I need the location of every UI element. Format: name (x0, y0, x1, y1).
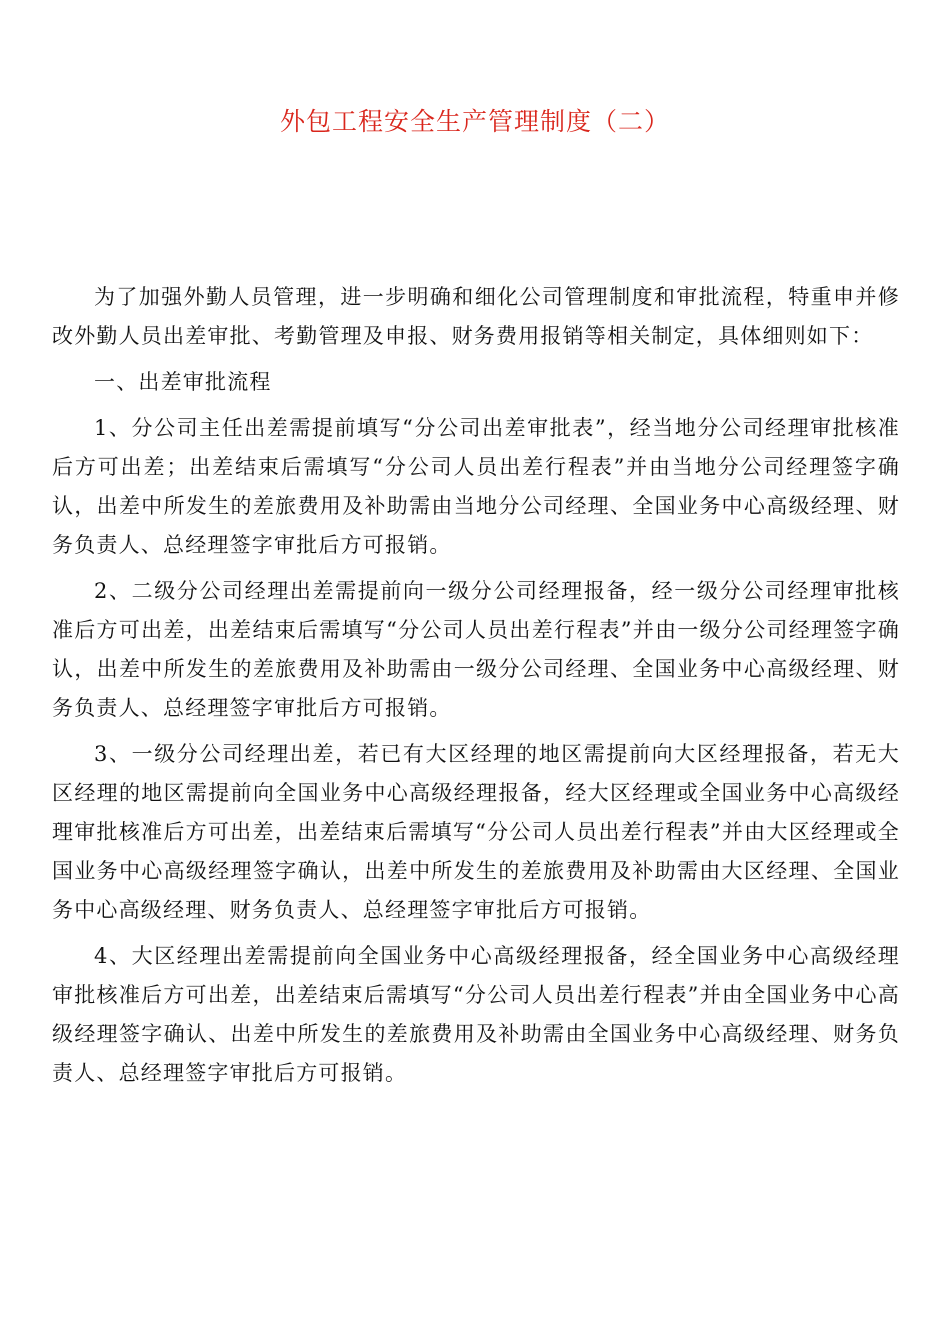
document-title: 外包工程安全生产管理制度（二） (279, 107, 670, 136)
clause-paragraph-3: 3、一级分公司经理出差，若已有大区经理的地区需提前向大区经理报备，若无大区经理的地区需提前向全国业务中心高级经理报备，经大区经理或全国业务中心高级经理审批核准后方可出差，出差结束后需填写“分公司人员出差行程表”并由大区经理或全国业务中心高级经理签字确认，出差中所发生的差旅费用及补助需由大区经理、全国业务中心高级经理、财务负责人、总经理签字审批后方可报销。 (52, 742, 900, 922)
intro-paragraph: 为了加强外勤人员管理，进一步明确和细化公司管理制度和审批流程，特重申并修改外勤人员出差审批、考勤管理及申报、财务费用报销等相关制定，具体细则如下： (52, 285, 900, 348)
clause-paragraph-4: 4、大区经理出差需提前向全国业务中心高级经理报备，经全国业务中心高级经理审批核准后方可出差，出差结束后需填写“分公司人员出差行程表”并由全国业务中心高级经理签字确认、出差中所发生的差旅费用及补助需由全国业务中心高级经理、财务负责人、总经理签字审批后方可报销。 (52, 944, 900, 1085)
clause-paragraph-1: 1、分公司主任出差需提前填写“分公司出差审批表”，经当地分公司经理审批核准后方可出差；出差结束后需填写“分公司人员出差行程表”并由当地分公司经理签字确认，出差中所发生的差旅费用及补助需由当地分公司经理、全国业务中心高级经理、财务负责人、总经理签字审批后方可报销。 (52, 416, 900, 557)
clause-paragraph-2: 2、二级分公司经理出差需提前向一级分公司经理报备，经一级分公司经理审批核准后方可出差，出差结束后需填写“分公司人员出差行程表”并由一级分公司经理签字确认，出差中所发生的差旅费用及补助需由一级分公司经理、全国业务中心高级经理、财务负责人、总经理签字审批后方可报销。 (52, 579, 900, 720)
section-heading: 一、出差审批流程 (94, 370, 272, 394)
document-body (52, 278, 900, 1100)
